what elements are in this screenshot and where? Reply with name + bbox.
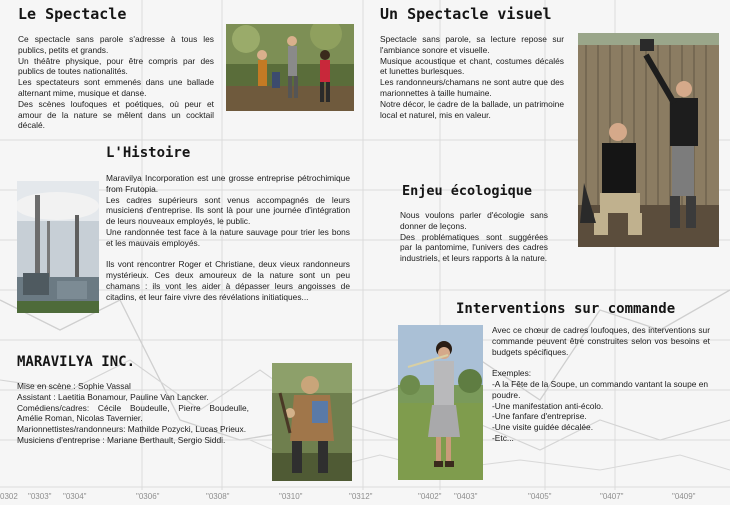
interventions-line bbox=[492, 357, 710, 368]
histoire-line bbox=[106, 249, 350, 260]
axis-label: "0306" bbox=[136, 492, 160, 501]
enjeu-text bbox=[400, 210, 548, 264]
axis-label: "0403" bbox=[454, 492, 478, 501]
interventions-line: -Etc... bbox=[492, 432, 514, 443]
credits-line: Marionnettistes/randonneurs: Mathilde Pozycki, Lucas Prieux. bbox=[17, 424, 247, 435]
histoire-title: L'Histoire bbox=[106, 145, 191, 161]
visuel-line: Notre décor, le cadre de la ballade, un patrimoine local et naturel, mis en valeur. bbox=[380, 98, 564, 120]
visuel-line: Les randonneurs/chamans ne sont autre que des marionnettes à taille humaine. bbox=[380, 77, 564, 98]
spectacle-line: Des scènes loufoques et poétiques, où peur et amour de la nature se mêlent dans un cocktail décalé. bbox=[18, 98, 214, 131]
visuel-line: Musique acoustique et chant, costumes décalés et lunettes burlesques. bbox=[380, 55, 564, 77]
interventions-line: -Une fanfare d'entreprise. bbox=[492, 411, 587, 422]
photo-forest-dancers bbox=[226, 24, 354, 111]
histoire-line: Ils vont rencontrer Roger et Christiane, deux vieux randonneurs mystérieux. Ces deux amoureux de la nature sont un peu chamans : ils vont les aider à dépasser leurs angoisses de citadins, et leur faire vivre des révélations initiatiques... bbox=[106, 259, 350, 302]
axis-label: 0302 bbox=[0, 492, 18, 501]
interventions-line: -Une visite guidée décalée. bbox=[492, 422, 594, 433]
credits-line: Mise en scène : Sophie Vassal bbox=[17, 381, 131, 391]
histoire-line: Maravilya Incorporation est une grosse entreprise pétrochimique from Frutopia. bbox=[106, 173, 350, 194]
axis-label: "0312" bbox=[349, 492, 373, 501]
photo-industrial-plant bbox=[17, 181, 99, 313]
interventions-line: Exemples: bbox=[492, 368, 532, 379]
axis-label: "0402" bbox=[418, 492, 442, 501]
interventions-line: -Une manifestation anti-écolo. bbox=[492, 400, 604, 411]
spectacle-line: Un théâtre physique, pour être compris par des publics de toutes nationalités. bbox=[18, 55, 214, 77]
spectacle-line: Ce spectacle sans parole s'adresse à tous les publics, petits et grands. bbox=[18, 34, 214, 55]
interventions-text bbox=[492, 325, 710, 444]
maravilya-title: MARAVILYA INC. bbox=[17, 354, 136, 370]
interventions-title: Interventions sur commande bbox=[456, 301, 676, 317]
visuel-title: Un Spectacle visuel bbox=[380, 5, 552, 23]
credits-line: Musiciens d'entreprise : Mariane Berthault, Sergio Siddi. bbox=[17, 434, 226, 445]
spectacle-text bbox=[18, 34, 214, 131]
credits-line: Comédiens/cadres: Cécile Boudeulle, Pierre Boudeulle, Amélie Roman, Nicolas Tavernier. bbox=[17, 402, 249, 424]
axis-label: "0308" bbox=[206, 492, 230, 501]
visuel-text bbox=[380, 34, 564, 120]
histoire-text bbox=[106, 173, 350, 303]
interventions-line: Avec ce chœur de cadres loufoques, des interventions sur commande peuvent être construites selon vos besoins et budgets spécifiques. bbox=[492, 325, 710, 357]
axis-label: "0303" bbox=[28, 492, 52, 501]
spectacle-line: Les spectateurs sont emmenés dans une ballade alternant mime, musique et danse. bbox=[18, 77, 214, 98]
axis-label: "0409" bbox=[672, 492, 696, 501]
axis-label: "0407" bbox=[600, 492, 624, 501]
interventions-line: -A la Fête de la Soupe, un commando vantant la soupe en poudre. bbox=[492, 378, 709, 400]
visuel-line: Spectacle sans parole, sa lecture repose sur l'ambiance sonore et visuelle. bbox=[380, 34, 564, 55]
enjeu-line: Des problématiques sont suggérées par la pantomime, l'univers des cadres industriels, et leurs rapports à la nature. bbox=[400, 231, 548, 264]
axis-label: "0405" bbox=[528, 492, 552, 501]
histoire-line: Une randonnée test face à la nature sauvage pour trier les bons et les mauvais employés. bbox=[106, 226, 350, 248]
axis-label: "0310" bbox=[279, 492, 303, 501]
axis-label: "0304" bbox=[63, 492, 87, 501]
enjeu-title: Enjeu écologique bbox=[402, 183, 533, 199]
enjeu-line: Nous voulons parler d'écologie sans donner de leçons. bbox=[400, 210, 548, 231]
photo-flute-player bbox=[398, 325, 483, 480]
credits-line: Assistant : Laetitia Bonamour, Pauline Van Lancker. bbox=[17, 391, 209, 402]
photo-puppet-performers bbox=[272, 363, 352, 481]
spectacle-title: Le Spectacle bbox=[18, 5, 127, 23]
histoire-line: Les cadres supérieurs sont venus accompagnés de leurs musiciens d'entreprise. Ils sont là pour une journée d'intégration de leurs nouveaux employés, le public. bbox=[106, 194, 350, 227]
credits-text bbox=[17, 381, 249, 446]
photo-performers-fence bbox=[578, 33, 719, 247]
